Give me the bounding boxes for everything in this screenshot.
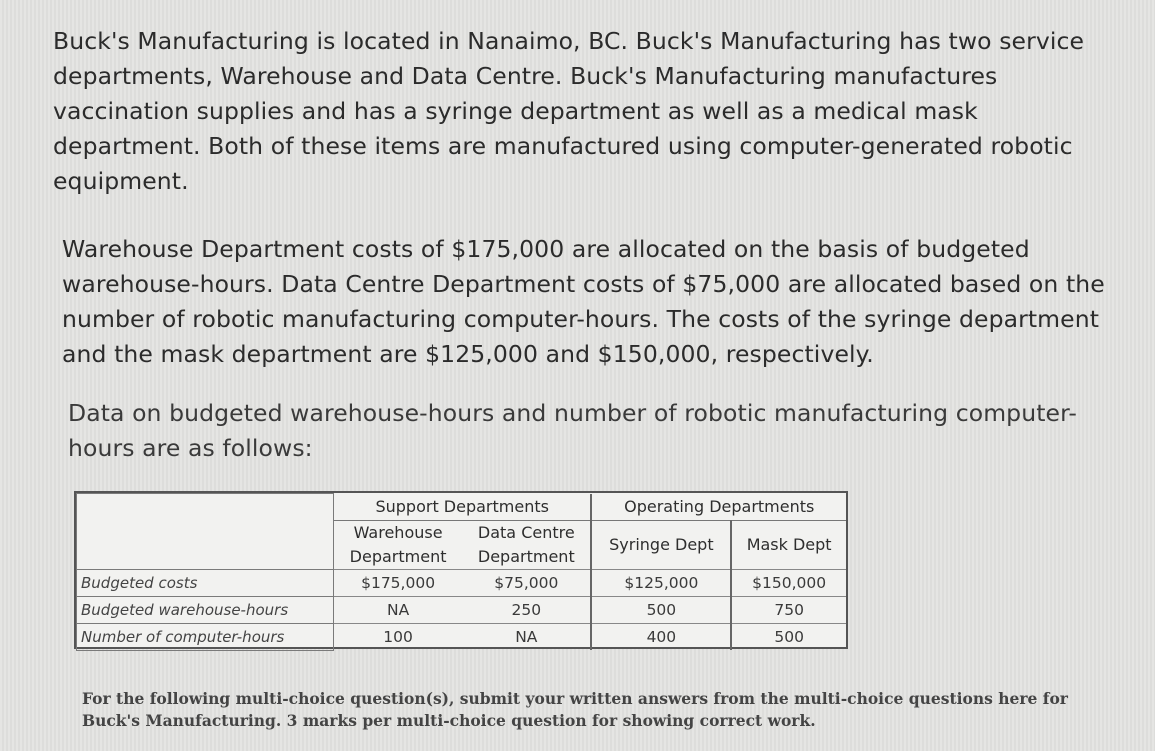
data-table: [76, 493, 846, 651]
empty-corner-cell: [77, 494, 334, 521]
row-label: Budgeted costs: [77, 569, 334, 596]
cell-datacentre: 250: [462, 596, 591, 623]
col-datacentre-line2: Department: [477, 546, 575, 566]
cell-syringe: 400: [591, 623, 731, 650]
row-label: Number of computer-hours: [77, 623, 334, 650]
operating-departments-header: Operating Departments: [591, 494, 846, 521]
col-datacentre-header: [462, 520, 591, 569]
cell-datacentre: NA: [462, 623, 591, 650]
cell-warehouse: $175,000: [334, 569, 463, 596]
cell-datacentre: $75,000: [462, 569, 591, 596]
row-label: Budgeted warehouse-hours: [77, 596, 334, 623]
column-header-row: [77, 520, 847, 569]
col-warehouse-line1: Warehouse: [353, 522, 443, 542]
cell-syringe: $125,000: [591, 569, 731, 596]
cell-mask: 750: [731, 596, 846, 623]
table-row: [77, 623, 847, 650]
empty-label-cell: [77, 520, 334, 569]
cost-paragraph: Warehouse Department costs of $175,000 are allocated on the basis of budgeted warehouse-hours. Data Centre Department costs of $75,000 are allocated based on the number of robotic manufacturing computer-hours. The costs of the syringe department and the mask department are $125,000 and $150,000, respectively.: [62, 235, 1105, 368]
data-intro-paragraph: Data on budgeted warehouse-hours and number of robotic manufacturing computer-hours are as follows:: [68, 399, 1077, 462]
col-warehouse-header: [334, 520, 463, 569]
col-syringe-header: Syringe Dept: [591, 520, 731, 569]
department-data-table: [74, 491, 848, 649]
cell-syringe: 500: [591, 596, 731, 623]
col-datacentre-line1: Data Centre: [477, 522, 575, 542]
intro-paragraph: Buck's Manufacturing is located in Nanaimo, BC. Buck's Manufacturing has two service departments, Warehouse and Data Centre. Buck's Manufacturing manufactures vaccination supplies and has a syringe department as well as a medical mask department. Both of these items are manufactured using computer-generated robotic equipment.: [53, 27, 1085, 195]
instructions-footer: For the following multi-choice question(s), submit your written answers from the multi-choice questions here for Buck's Manufacturing. 3 marks per multi-choice question for showing correct work.: [82, 689, 1068, 730]
table-row: [77, 569, 847, 596]
col-mask-header: Mask Dept: [731, 520, 846, 569]
group-header-row: [77, 494, 847, 521]
cell-warehouse: 100: [334, 623, 463, 650]
cell-mask: $150,000: [731, 569, 846, 596]
table-row: [77, 596, 847, 623]
support-departments-header: Support Departments: [334, 494, 592, 521]
cell-warehouse: NA: [334, 596, 463, 623]
cell-mask: 500: [731, 623, 846, 650]
col-warehouse-line2: Department: [349, 546, 447, 566]
